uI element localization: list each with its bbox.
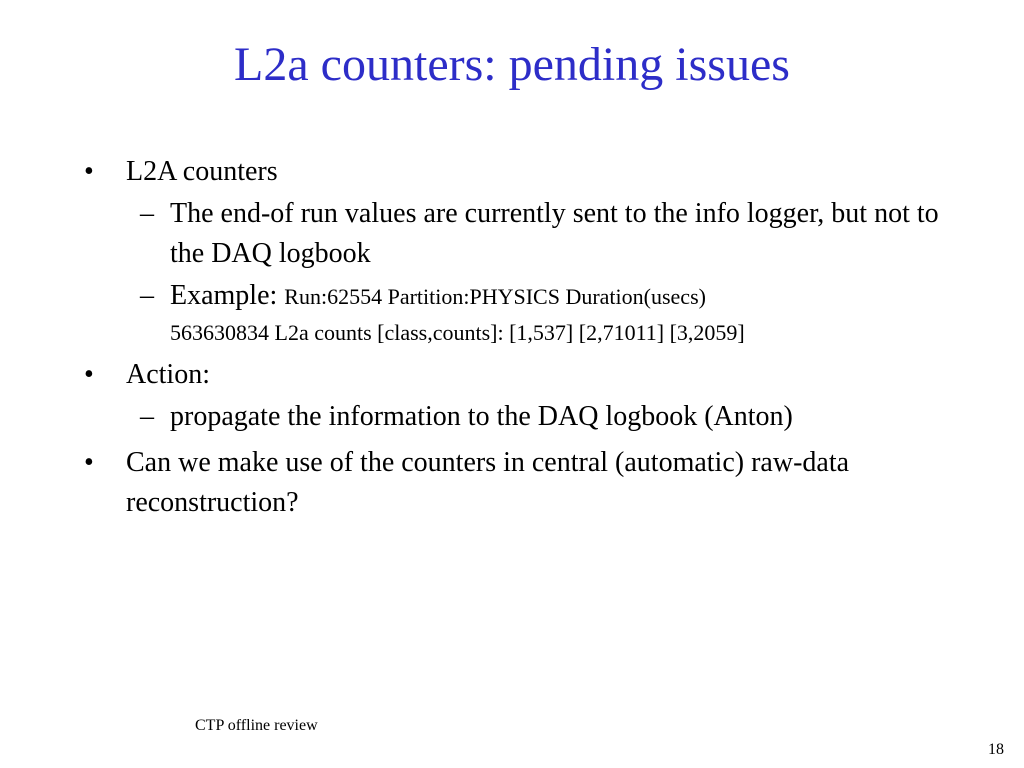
- sub-bullet-item: [84, 194, 964, 274]
- example-detail-line2: 563630834 L2a counts [class,counts]: [1,537] [2,71011] [3,2059]: [170, 320, 745, 345]
- bullet-item: [84, 152, 964, 192]
- bullet-marker: •: [84, 156, 94, 187]
- bullet-text: Action:: [126, 359, 210, 390]
- bullet-text: Can we make use of the counters in central (automatic) raw-data reconstruction?: [126, 447, 850, 518]
- bullet-text: L2A counters: [126, 156, 278, 187]
- sub-bullet-item-example: [84, 276, 964, 349]
- sub-bullet-text: propagate the information to the DAQ logbook (Anton): [170, 401, 793, 432]
- dash-marker: –: [140, 401, 154, 432]
- dash-marker: –: [140, 198, 154, 229]
- example-label: Example:: [170, 280, 285, 311]
- bullet-marker: •: [84, 359, 94, 390]
- bullet-item: [84, 443, 964, 523]
- slide-title: L2a counters: pending issues: [234, 38, 790, 91]
- footer-text: CTP offline review: [195, 717, 318, 734]
- example-detail-line1: Run:62554 Partition:PHYSICS Duration(usecs): [284, 284, 706, 309]
- slide-number: 18: [988, 741, 1004, 758]
- dash-marker: –: [140, 280, 154, 311]
- bullet-list: [84, 146, 964, 523]
- sub-bullet-text: The end-of run values are currently sent to the info logger, but not to the DAQ logbook: [170, 198, 939, 269]
- bullet-marker: •: [84, 447, 94, 478]
- bullet-item: [84, 355, 964, 395]
- sub-bullet-item: [84, 397, 964, 437]
